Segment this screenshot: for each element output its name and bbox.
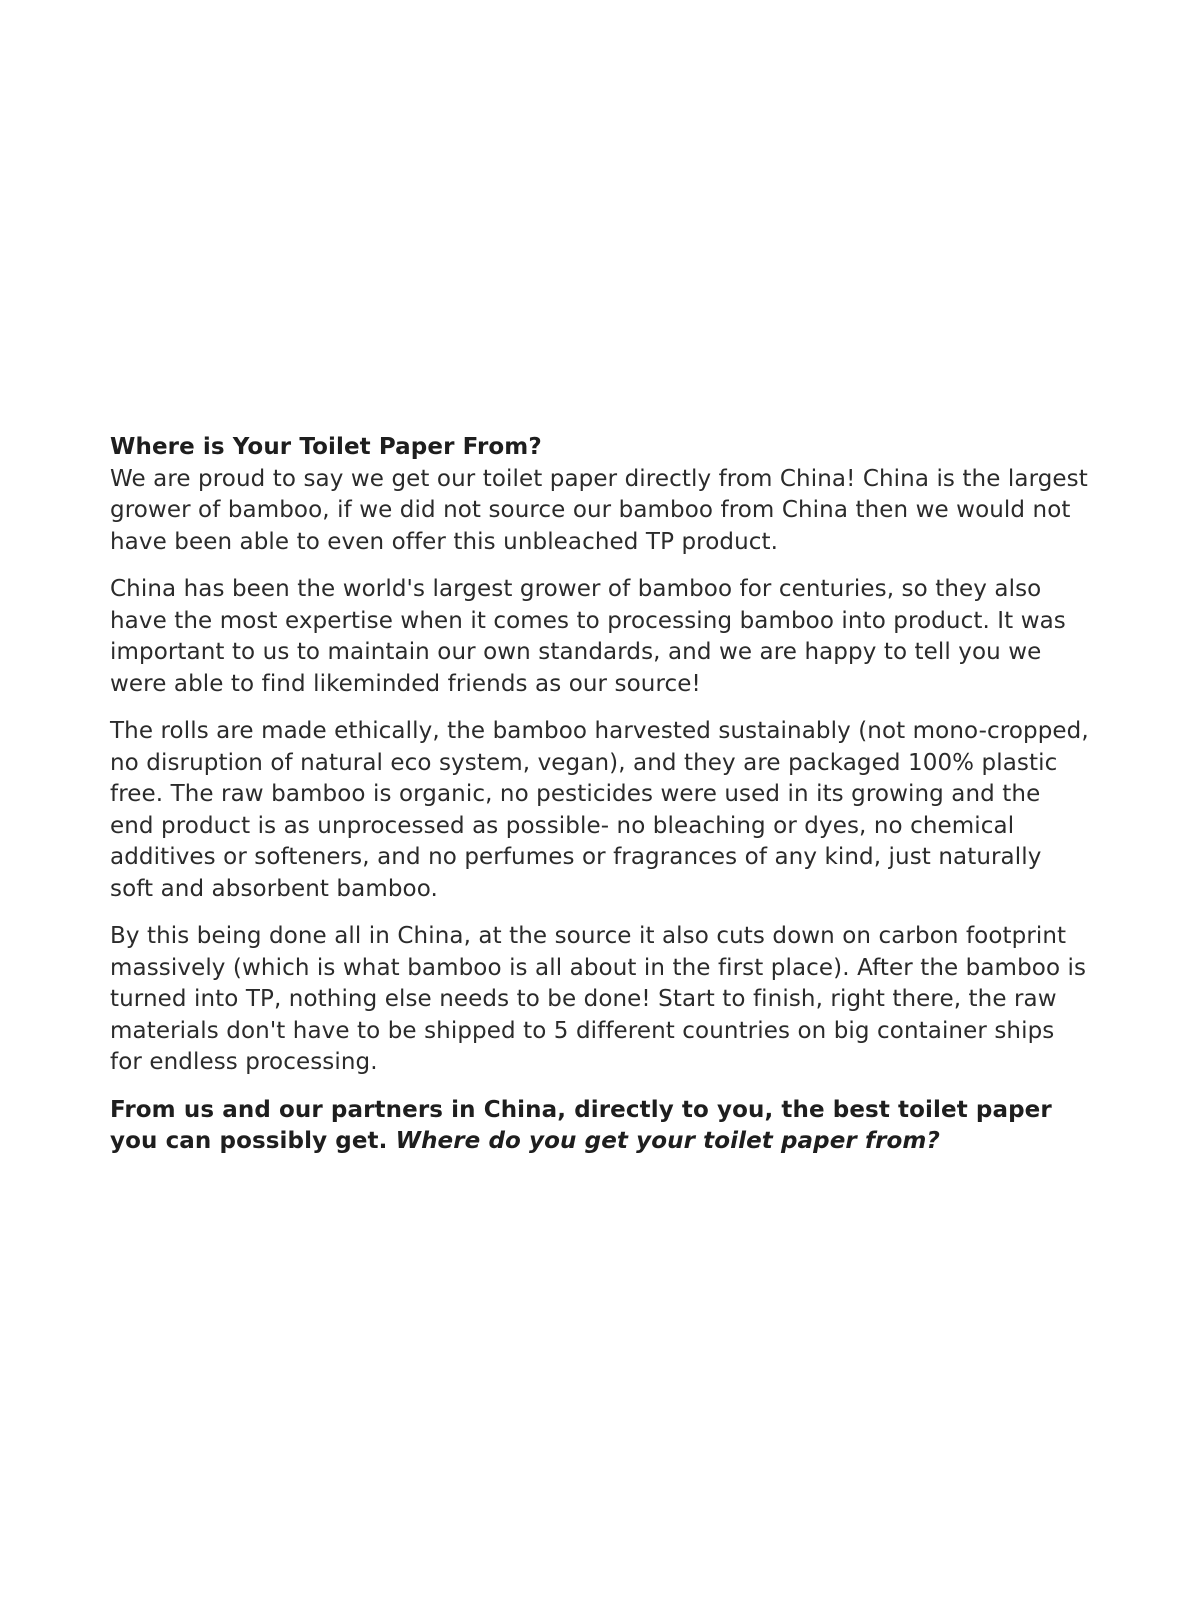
paragraph-expertise: China has been the world's largest grower of bamboo for centuries, so they also have the most expertise when it comes to processing bamboo into product. It was important to us to maintain our own standards, and we are happy to tell you we were able to find likeminded friends as our source! (110, 576, 1066, 697)
article-body (110, 432, 1090, 1158)
closing-statement: From us and our partners in China, directly to you, the best toilet paper you can possibly get. (110, 1096, 1052, 1154)
closing-question: Where do you get your toilet paper from? (395, 1128, 940, 1154)
paragraph-ethics: The rolls are made ethically, the bamboo harvested sustainably (not mono-cropped, no disruption of natural eco system, vegan), and they are packaged 100% plastic free. The raw bamboo is organic, no pesticides were used in its growing and the end product is as unprocessed as possible- no bleaching or dyes, no chemical additives or softeners, and no perfumes or fragrances of any kind, just naturally soft and absorbent bamboo. (110, 718, 1089, 902)
paragraph-footprint: By this being done all in China, at the source it also cuts down on carbon footprint massively (which is what bamboo is all about in the first place). After the bamboo is turned into TP, nothing else needs to be done! Start to finish, right there, the raw materials don't have to be shipped to 5 different countries on big container ships for endless processing. (110, 923, 1087, 1075)
paragraph-source: We are proud to say we get our toilet paper directly from China! China is the largest grower of bamboo, if we did not source our bamboo from China then we would not have been able to even offer this unbleached TP product. (110, 465, 1088, 555)
closing-paragraph (110, 1095, 1090, 1158)
article-heading: Where is Your Toilet Paper From? (110, 434, 542, 460)
